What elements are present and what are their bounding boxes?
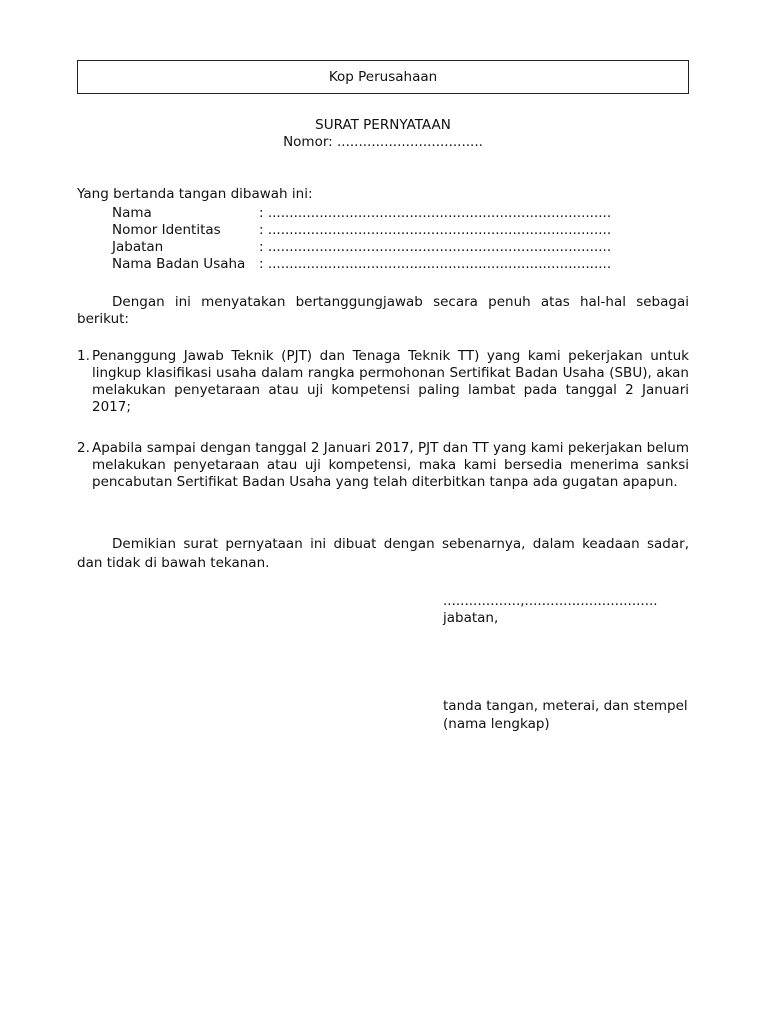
- statement-paragraph: Dengan ini menyatakan bertanggungjawab secara penuh atas hal-hal sebagai berikut:: [77, 294, 689, 327]
- letterhead-box: [77, 60, 689, 94]
- field-row-position: [112, 239, 659, 256]
- title-block: [77, 117, 689, 151]
- field-row-identity-number: [112, 222, 659, 239]
- signature-place-date: ..................,...............................: [443, 593, 658, 609]
- field-value: : ................................................................................: [259, 256, 612, 272]
- signature-position: jabatan,: [443, 610, 499, 626]
- list-number: 1.: [77, 348, 90, 364]
- field-row-company-name: [112, 256, 659, 273]
- document-number: Nomor: ..................................: [283, 134, 483, 150]
- signature-full-name: (nama lengkap): [443, 716, 550, 732]
- list-item: [77, 348, 689, 416]
- field-value: : ................................................................................: [259, 239, 612, 255]
- field-label: Nama Badan Usaha: [112, 256, 246, 272]
- field-label: Nama: [112, 205, 152, 221]
- field-row-name: [112, 205, 659, 222]
- field-label: Nomor Identitas: [112, 222, 221, 238]
- document-title: SURAT PERNYATAAN: [315, 117, 451, 133]
- closing-paragraph: Demikian surat pernyataan ini dibuat dengan sebenarnya, dalam keadaan sadar, dan tidak di bawah tekanan.: [77, 536, 689, 571]
- signature-note: tanda tangan, meterai, dan stempel: [443, 698, 688, 714]
- identity-fields: [112, 205, 659, 273]
- field-value: : ................................................................................: [259, 222, 612, 238]
- field-value: : ................................................................................: [259, 205, 612, 221]
- list-item: [77, 440, 689, 491]
- field-label: Jabatan: [112, 239, 164, 255]
- list-number: 2.: [77, 440, 90, 456]
- list-text: Penanggung Jawab Teknik (PJT) dan Tenaga Teknik TT) yang kami pekerjakan untuk lingkup klasifikasi usaha dalam rangka permohonan Sertifikat Badan Usaha (SBU), akan melakukan penyetaraan atau uji kompetensi paling lambat pada tanggal 2 Januari 2017;: [92, 348, 689, 415]
- list-text: Apabila sampai dengan tanggal 2 Januari 2017, PJT dan TT yang kami pekerjakan belum melakukan penyetaraan atau uji kompetensi, maka kami bersedia menerima sanksi pencabutan Sertifikat Badan Usaha yang telah diterbitkan tanpa ada gugatan apapun.: [92, 440, 689, 490]
- letterhead-text: Kop Perusahaan: [328, 68, 438, 85]
- intro-text: Yang bertanda tangan dibawah ini:: [77, 186, 313, 202]
